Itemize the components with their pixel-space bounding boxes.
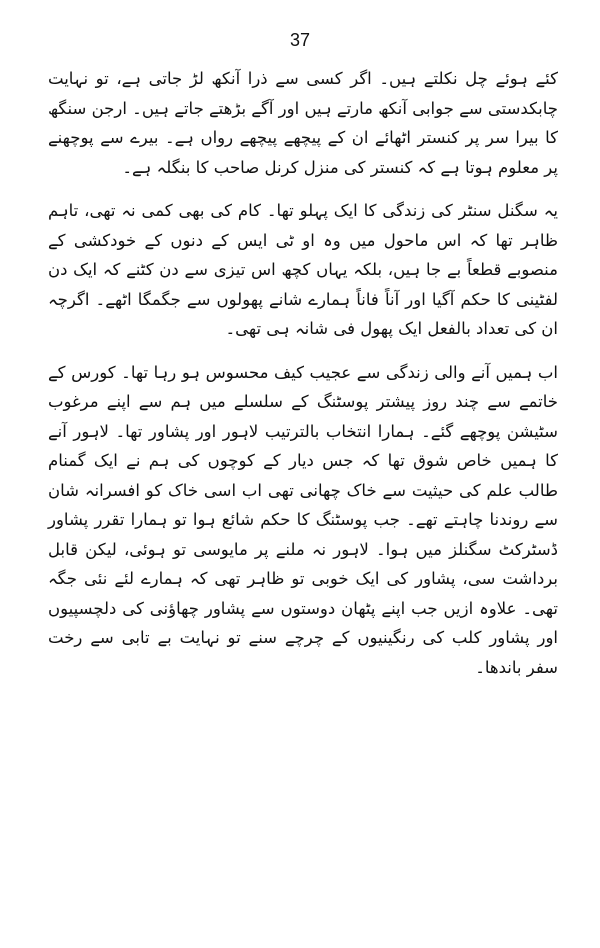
paragraph: یہ سگنل سنٹر کی زندگی کا ایک پہلو تھا۔ کام کی بھی کمی نہ تھی، تاہم ظاہر تھا کہ اس ماحول میں وہ او ٹی ایس کے دنوں کے خودکشی کے منصوبے قطعاً بے جا ہیں، بلکہ یہاں کچھ اس تیزی سے دن کٹنے کہ ایک دن لفٹینی کا حکم آگیا اور آناً فاناً ہمارے شانے پھولوں سے جگمگا اٹھے۔ اگرچہ ان کی تعداد بالفعل ایک پھول فی شانہ ہی تھی۔ [48, 201, 558, 338]
paragraph: کئے ہوئے چل نکلتے ہیں۔ اگر کسی سے ذرا آنکھ لڑ جاتی ہے، تو نہایت چابکدستی سے جوابی آنکھ مارتے ہیں اور آگے بڑھتے جاتے ہیں۔ ارجن سنگھ کا بیرا سر پر کنستر اٹھائے ان کے پیچھے پیچھے رواں ہے۔ بیرے سے پوچھنے پر معلوم ہوتا ہے کہ کنستر کی منزل کرنل صاحب کا بنگلہ ہے۔ [48, 69, 558, 177]
page-number: 37 [289, 30, 311, 50]
paragraph: اب ہمیں آنے والی زندگی سے عجیب کیف محسوس ہو رہا تھا۔ کورس کے خاتمے سے چند روز پیشتر پوسٹنگ کے سلسلے میں ہم سے اپنے مرغوب سٹیشن پوچھے گئے۔ ہمارا انتخاب بالترتیب لاہور اور پشاور تھا۔ لاہور آنے کا ہمیں خاص شوق تھا کہ جس دیار کے کوچوں کی ہم نے ایک گمنام طالب علم کی حیثیت سے خاک چھانی تھی اب اسی خاک کو افسرانہ شان سے روندنا چاہتے تھے۔ جب پوسٹنگ کا حکم شائع ہوا تو ہمارا تقرر پشاور ڈسٹرکٹ سگنلز میں ہوا۔ لاہور نہ ملنے پر مایوسی تو ہوئی، لیکن قابل برداشت سی، پشاور کی ایک خوبی تو ظاہر تھی کہ ہمارے لئے نئی جگہ تھی۔ علاوہ ازیں جب اپنے پٹھان دوستوں سے پشاور چھاؤنی کی دلچسپیوں اور پشاور کلب کی رنگینیوں کے چرچے سنے تو نہایت بے تابی سے رخت سفر باندھا۔ [48, 362, 558, 677]
body-text [48, 64, 558, 682]
